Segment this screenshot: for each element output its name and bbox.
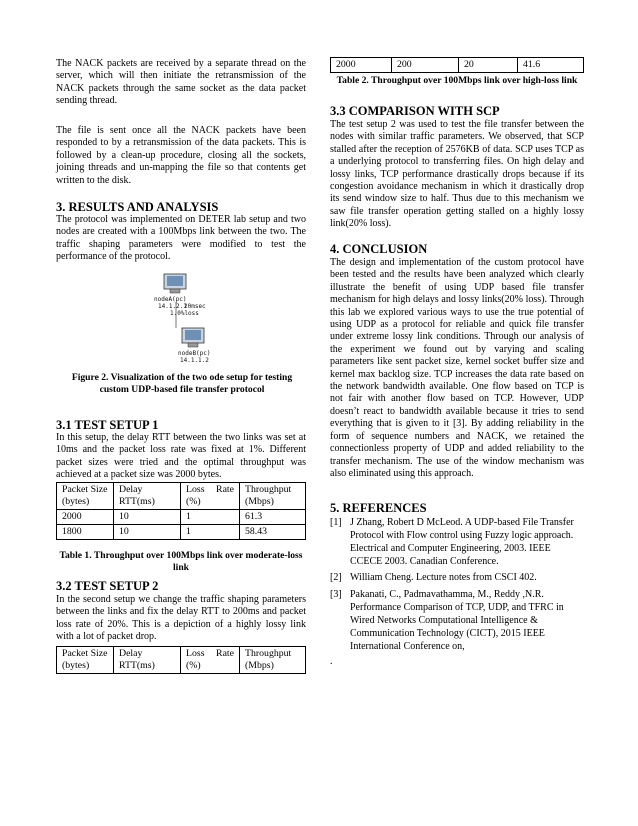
table-header-cell: Delay RTT(ms) bbox=[114, 647, 181, 674]
table-cell: 2000 bbox=[331, 58, 392, 73]
table-header-cell: Throughput (Mbps) bbox=[240, 483, 306, 510]
table-cell: 58.43 bbox=[240, 525, 306, 540]
table-1-header-row bbox=[57, 483, 306, 510]
section-3-2-text: In the second setup we change the traffic shaping parameters between the links and fix the delay RTT to 200ms and packet loss rate of 20%. This is a depiction of a highly lossy link with a lot of packet drop. bbox=[56, 594, 306, 643]
figure-2-caption: Figure 2. Visualization of the two ode setup for testing custom UDP-based file transfer protocol bbox=[71, 372, 293, 395]
table-header-cell bbox=[181, 483, 240, 510]
nodeB-ip: 14.1.1.2 bbox=[180, 357, 209, 364]
table-cell: 61.3 bbox=[240, 510, 306, 525]
table-header-percent: (%) bbox=[186, 496, 201, 507]
reference-text: J Zhang, Robert D McLeod. A UDP-based File Transfer Protocol with Flow control using Fuzzy logic approach. Electrical and Computer Engineering, 2003. IEEE CCECE 2003. Canadian Conference. bbox=[350, 517, 574, 567]
table-row bbox=[57, 525, 306, 540]
reference-number: [2] bbox=[330, 572, 342, 583]
table-row bbox=[57, 510, 306, 525]
section-3-1-heading: 3.1 TEST SETUP 1 bbox=[56, 418, 159, 432]
table-cell: 41.6 bbox=[518, 58, 584, 73]
section-3-2-heading: 3.2 TEST SETUP 2 bbox=[56, 579, 159, 593]
table-header-loss: Loss bbox=[186, 484, 205, 495]
section-3-1-text: In this setup, the delay RTT between the two links was set at 10ms and the packet loss rate was fixed at 1%. Different packet sizes were tried and the optimal throughput was achieved at a packet size was 2000 bytes. bbox=[56, 432, 306, 481]
table-header-loss: Loss bbox=[186, 648, 205, 659]
nodeA-label: nodeA(pc) bbox=[154, 296, 187, 303]
paragraph-nack: The NACK packets are received by a separate thread on the server, which will then initiate the retransmission of the NACK packets through the same socket as the data packet sending thread. bbox=[56, 58, 306, 107]
topology-figure bbox=[152, 272, 262, 364]
table-header-cell: Packet Size (bytes) bbox=[57, 647, 114, 674]
section-4-heading: 4. CONCLUSION bbox=[330, 242, 428, 256]
table-cell: 1 bbox=[181, 525, 240, 540]
table-1-caption: Table 1. Throughput over 100Mbps link over moderate-loss link bbox=[59, 550, 303, 573]
trailing-dot: . bbox=[330, 656, 333, 667]
section-5-heading: 5. REFERENCES bbox=[330, 501, 427, 515]
table-header-rate: Rate bbox=[216, 648, 234, 659]
table-cell: 1 bbox=[181, 510, 240, 525]
table-header-cell: Delay RTT(ms) bbox=[114, 483, 181, 510]
reference-item bbox=[330, 516, 584, 568]
reference-text: Pakanati, C., Padmavathamma, M., Reddy ,N.R. Performance Comparison of TCP, UDP, and TFRC in Wired Networks Computational Intelligence & Communication Technology (CICT), 2015 IEEE International Conference on, bbox=[350, 589, 564, 652]
table-header-percent: (%) bbox=[186, 660, 201, 671]
table-row bbox=[331, 58, 584, 73]
table-cell: 200 bbox=[392, 58, 459, 73]
section-3-3-text: The test setup 2 was used to test the file transfer between the nodes with similar traffic parameters. We observed, that SCP stalled after the reception of 2576KB of data. SCP uses TCP as a underlying protocol to transferring files. On high delay and lossy links, TCP performance drastically drops because if its congestion avoidance mechanism in which it drastically drop its send window size to half. Thus due to this mechanism we saw file transfer operation getting stalled on a highly lossy link(20% loss). bbox=[330, 119, 584, 230]
table-2-continued bbox=[330, 57, 584, 73]
section-3-text: The protocol was implemented on DETER lab setup and two nodes are created with a 100Mbps link between the two. The traffic shaping parameters were modified to test the performance of the protocol. bbox=[56, 214, 306, 263]
link-delay-label: 20msec bbox=[184, 303, 206, 310]
table-cell: 20 bbox=[459, 58, 518, 73]
table-1 bbox=[56, 482, 306, 540]
table-cell: 10 bbox=[114, 525, 181, 540]
reference-item bbox=[330, 571, 584, 584]
nodeA-ip: 14.1.2.1 bbox=[158, 303, 187, 310]
link-loss-label: 1.0%loss bbox=[170, 310, 199, 317]
table-header-cell bbox=[181, 647, 240, 674]
table-header-rate: Rate bbox=[216, 484, 234, 495]
table-cell: 1800 bbox=[57, 525, 114, 540]
table-2-caption: Table 2. Throughput over 100Mbps link over high-loss link bbox=[336, 75, 578, 86]
paragraph-file-sent: The file is sent once all the NACK packets have been responded to by a retransmission of the data packets. This is followed by a clean-up procedure, closing all the sockets, joining threads and un-mapping the file so that contents get written to the disk. bbox=[56, 125, 306, 186]
reference-number: [1] bbox=[330, 517, 342, 528]
section-3-heading: 3. RESULTS AND ANALYSIS bbox=[56, 200, 219, 214]
reference-text: William Cheng. Lecture notes from CSCI 402. bbox=[350, 572, 537, 583]
reference-number: [3] bbox=[330, 589, 342, 600]
table-cell: 2000 bbox=[57, 510, 114, 525]
table-header-cell: Packet Size (bytes) bbox=[57, 483, 114, 510]
table-2-header-row bbox=[57, 647, 306, 674]
table-header-cell: Throughput (Mbps) bbox=[240, 647, 306, 674]
section-3-3-heading: 3.3 COMPARISON WITH SCP bbox=[330, 104, 500, 118]
table-cell: 10 bbox=[114, 510, 181, 525]
nodeA-computer-icon bbox=[164, 274, 186, 293]
table-2-header bbox=[56, 646, 306, 674]
reference-item bbox=[330, 588, 584, 653]
section-4-text: The design and implementation of the custom protocol have been tested and the results have been analyzed which clearly illustrate the benefit of using UDP based file transfer mechanism for high delays and lossy links(20% loss). Through this lab we explored various ways to use the true potential of using UDP as a protocol for reliable and quick file transfer under extreme lossy link conditions. Through our analysis of the experiment we found out by varying and scaling parameters like sent packet size, kernel socket buffer size and kernel max backlog size. TCP increases the data rate based on the network bandwidth available. One flow based on TCP is not fair with another flow based on TCP. However, UDP doesn’t react to bandwidth available because it tries to send everything that is given to it [3]. By adding reliability in the form of sequence numbers and NACK, we retained the connectionless property of UDP and added reliability to the transfer mechanism. The use of the window mechanism was also eliminated using this approach. bbox=[330, 257, 584, 479]
nodeB-label: nodeB(pc) bbox=[178, 350, 211, 357]
nodeB-computer-icon bbox=[182, 328, 204, 347]
